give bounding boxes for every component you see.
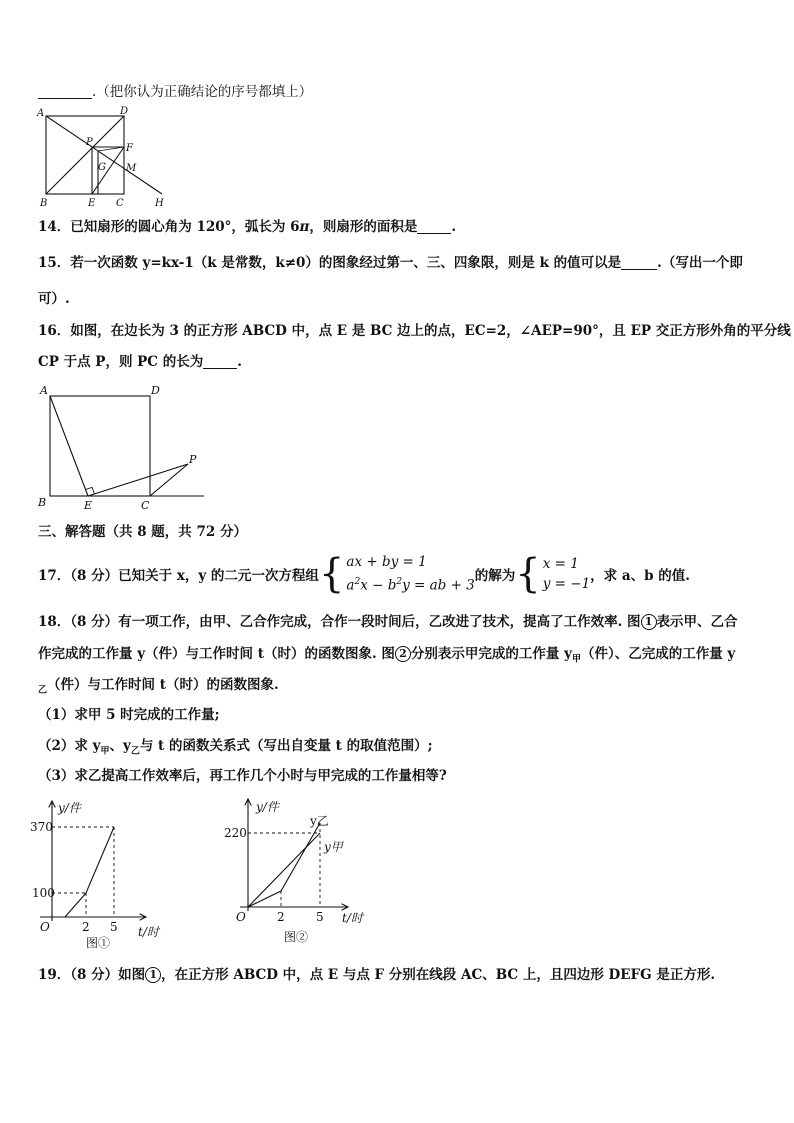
graph-figure-1 bbox=[30, 795, 180, 955]
series-label-jia: y甲 bbox=[324, 840, 343, 854]
question-15-line2: 可）. bbox=[38, 291, 70, 307]
circled-number-2: 2 bbox=[395, 646, 411, 662]
question-17: 17．（8 分）已知关于 x，y 的二元一次方程组 { ax + by = 1 $a^2x - b^2y$ = ab + 3 的解为 { x = 1 y = −1 ，求 a、b 的值. bbox=[38, 550, 690, 597]
origin-label: O bbox=[40, 920, 50, 934]
figure-q13 bbox=[36, 106, 168, 210]
caption-fig-2: 图② bbox=[284, 930, 309, 944]
label-E: E bbox=[84, 499, 93, 512]
brace-symbol: { bbox=[515, 550, 541, 597]
x-axis-label: t/时 bbox=[138, 925, 159, 939]
y-tick-370: 370 bbox=[30, 820, 53, 834]
question-18-part2: （2）求 $y_甲$、$y_乙$与 t 的函数关系式（写出自变量 t 的取值范围）; bbox=[38, 738, 433, 757]
label-C: C bbox=[116, 198, 124, 209]
y-tick-100: 100 bbox=[32, 886, 55, 900]
caption-fig-1: 图① bbox=[86, 936, 111, 950]
label-B: B bbox=[38, 496, 47, 509]
label-P: P bbox=[86, 137, 93, 148]
question-16-line2: CP 于点 P，则 PC 的长为 . bbox=[38, 354, 242, 370]
y-tick-220: 220 bbox=[224, 826, 247, 840]
question-18-line3: $_乙$（件）与工作时间 t（时）的函数图象. bbox=[38, 677, 279, 696]
section-heading: 三、解答题（共 8 题，共 72 分） bbox=[38, 524, 247, 540]
label-F: F bbox=[126, 143, 133, 154]
label-E: E bbox=[88, 198, 96, 209]
solution-system: x = 1 y = −1 bbox=[542, 555, 591, 592]
x-tick-2: 2 bbox=[277, 910, 285, 924]
y-axis-label: y/件 bbox=[256, 800, 279, 814]
q13-answer-line: .（把你认为正确结论的序号都填上） bbox=[38, 83, 312, 101]
origin-label: O bbox=[236, 910, 246, 924]
question-18-line2: 作完成的工作量 y（件）与工作时间 t（时）的函数图象. 图 2 分别表示甲完成的工作量 $y_甲$（件）、乙完成的工作量 y bbox=[38, 646, 736, 665]
label-P: P bbox=[189, 453, 197, 466]
label-G: G bbox=[98, 162, 106, 173]
x-axis-label: t/时 bbox=[342, 911, 363, 925]
question-19: 19．（8 分）如图 1 ，在正方形 ABCD 中，点 E 与点 F 分别在线段 AC、BC 上，且四边形 DEFG 是正方形. bbox=[38, 967, 716, 983]
answer-blank bbox=[621, 255, 657, 270]
answer-blank bbox=[417, 219, 451, 234]
question-16: 16．如图，在边长为 3 的正方形 ABCD 中，点 E 是 BC 边上的点，EC=2，∠AEP=90°，且 EP 交正方形外角的平分线 bbox=[38, 323, 791, 339]
answer-blank bbox=[203, 354, 237, 369]
y-axis-label: y/件 bbox=[58, 801, 81, 815]
brace-symbol: { bbox=[318, 550, 345, 597]
x-tick-5: 5 bbox=[316, 910, 324, 924]
question-14: 14．已知扇形的圆心角为 120°，弧长为 6π，则扇形的面积是 . bbox=[38, 219, 457, 235]
label-D: D bbox=[120, 106, 129, 117]
label-C: C bbox=[141, 499, 150, 512]
question-18-part1: （1）求甲 5 时完成的工作量; bbox=[38, 707, 220, 723]
question-18-part3: （3）求乙提高工作效率后，再工作几个小时与甲完成的工作量相等? bbox=[38, 768, 447, 784]
circled-number-1: 1 bbox=[145, 967, 161, 983]
x-tick-5: 5 bbox=[110, 920, 118, 934]
question-15: 15．若一次函数 y=kx-1（k 是常数，k≠0）的图象经过第一、三、四象限，则是 k 的值可以是 .（写出一个即 bbox=[38, 255, 743, 271]
label-A: A bbox=[37, 108, 45, 119]
circled-number-1: 1 bbox=[641, 614, 657, 630]
label-M: M bbox=[126, 163, 137, 174]
label-B: B bbox=[40, 198, 48, 209]
label-H: H bbox=[155, 198, 164, 209]
graph-figure-2 bbox=[220, 795, 380, 955]
label-A: A bbox=[40, 384, 48, 397]
equation-system: ax + by = 1 $a^2x - b^2y$ = ab + 3 bbox=[346, 554, 475, 594]
x-tick-2: 2 bbox=[82, 920, 90, 934]
answer-blank bbox=[38, 84, 92, 99]
label-D: D bbox=[151, 384, 160, 397]
series-label-yi: y乙 bbox=[310, 814, 329, 828]
question-18: 18．（8 分）有一项工作，由甲、乙合作完成，合作一段时间后，乙改进了技术，提高了工作效率. 图 1 表示甲、乙合 bbox=[38, 614, 738, 630]
figure-q16 bbox=[36, 382, 208, 512]
